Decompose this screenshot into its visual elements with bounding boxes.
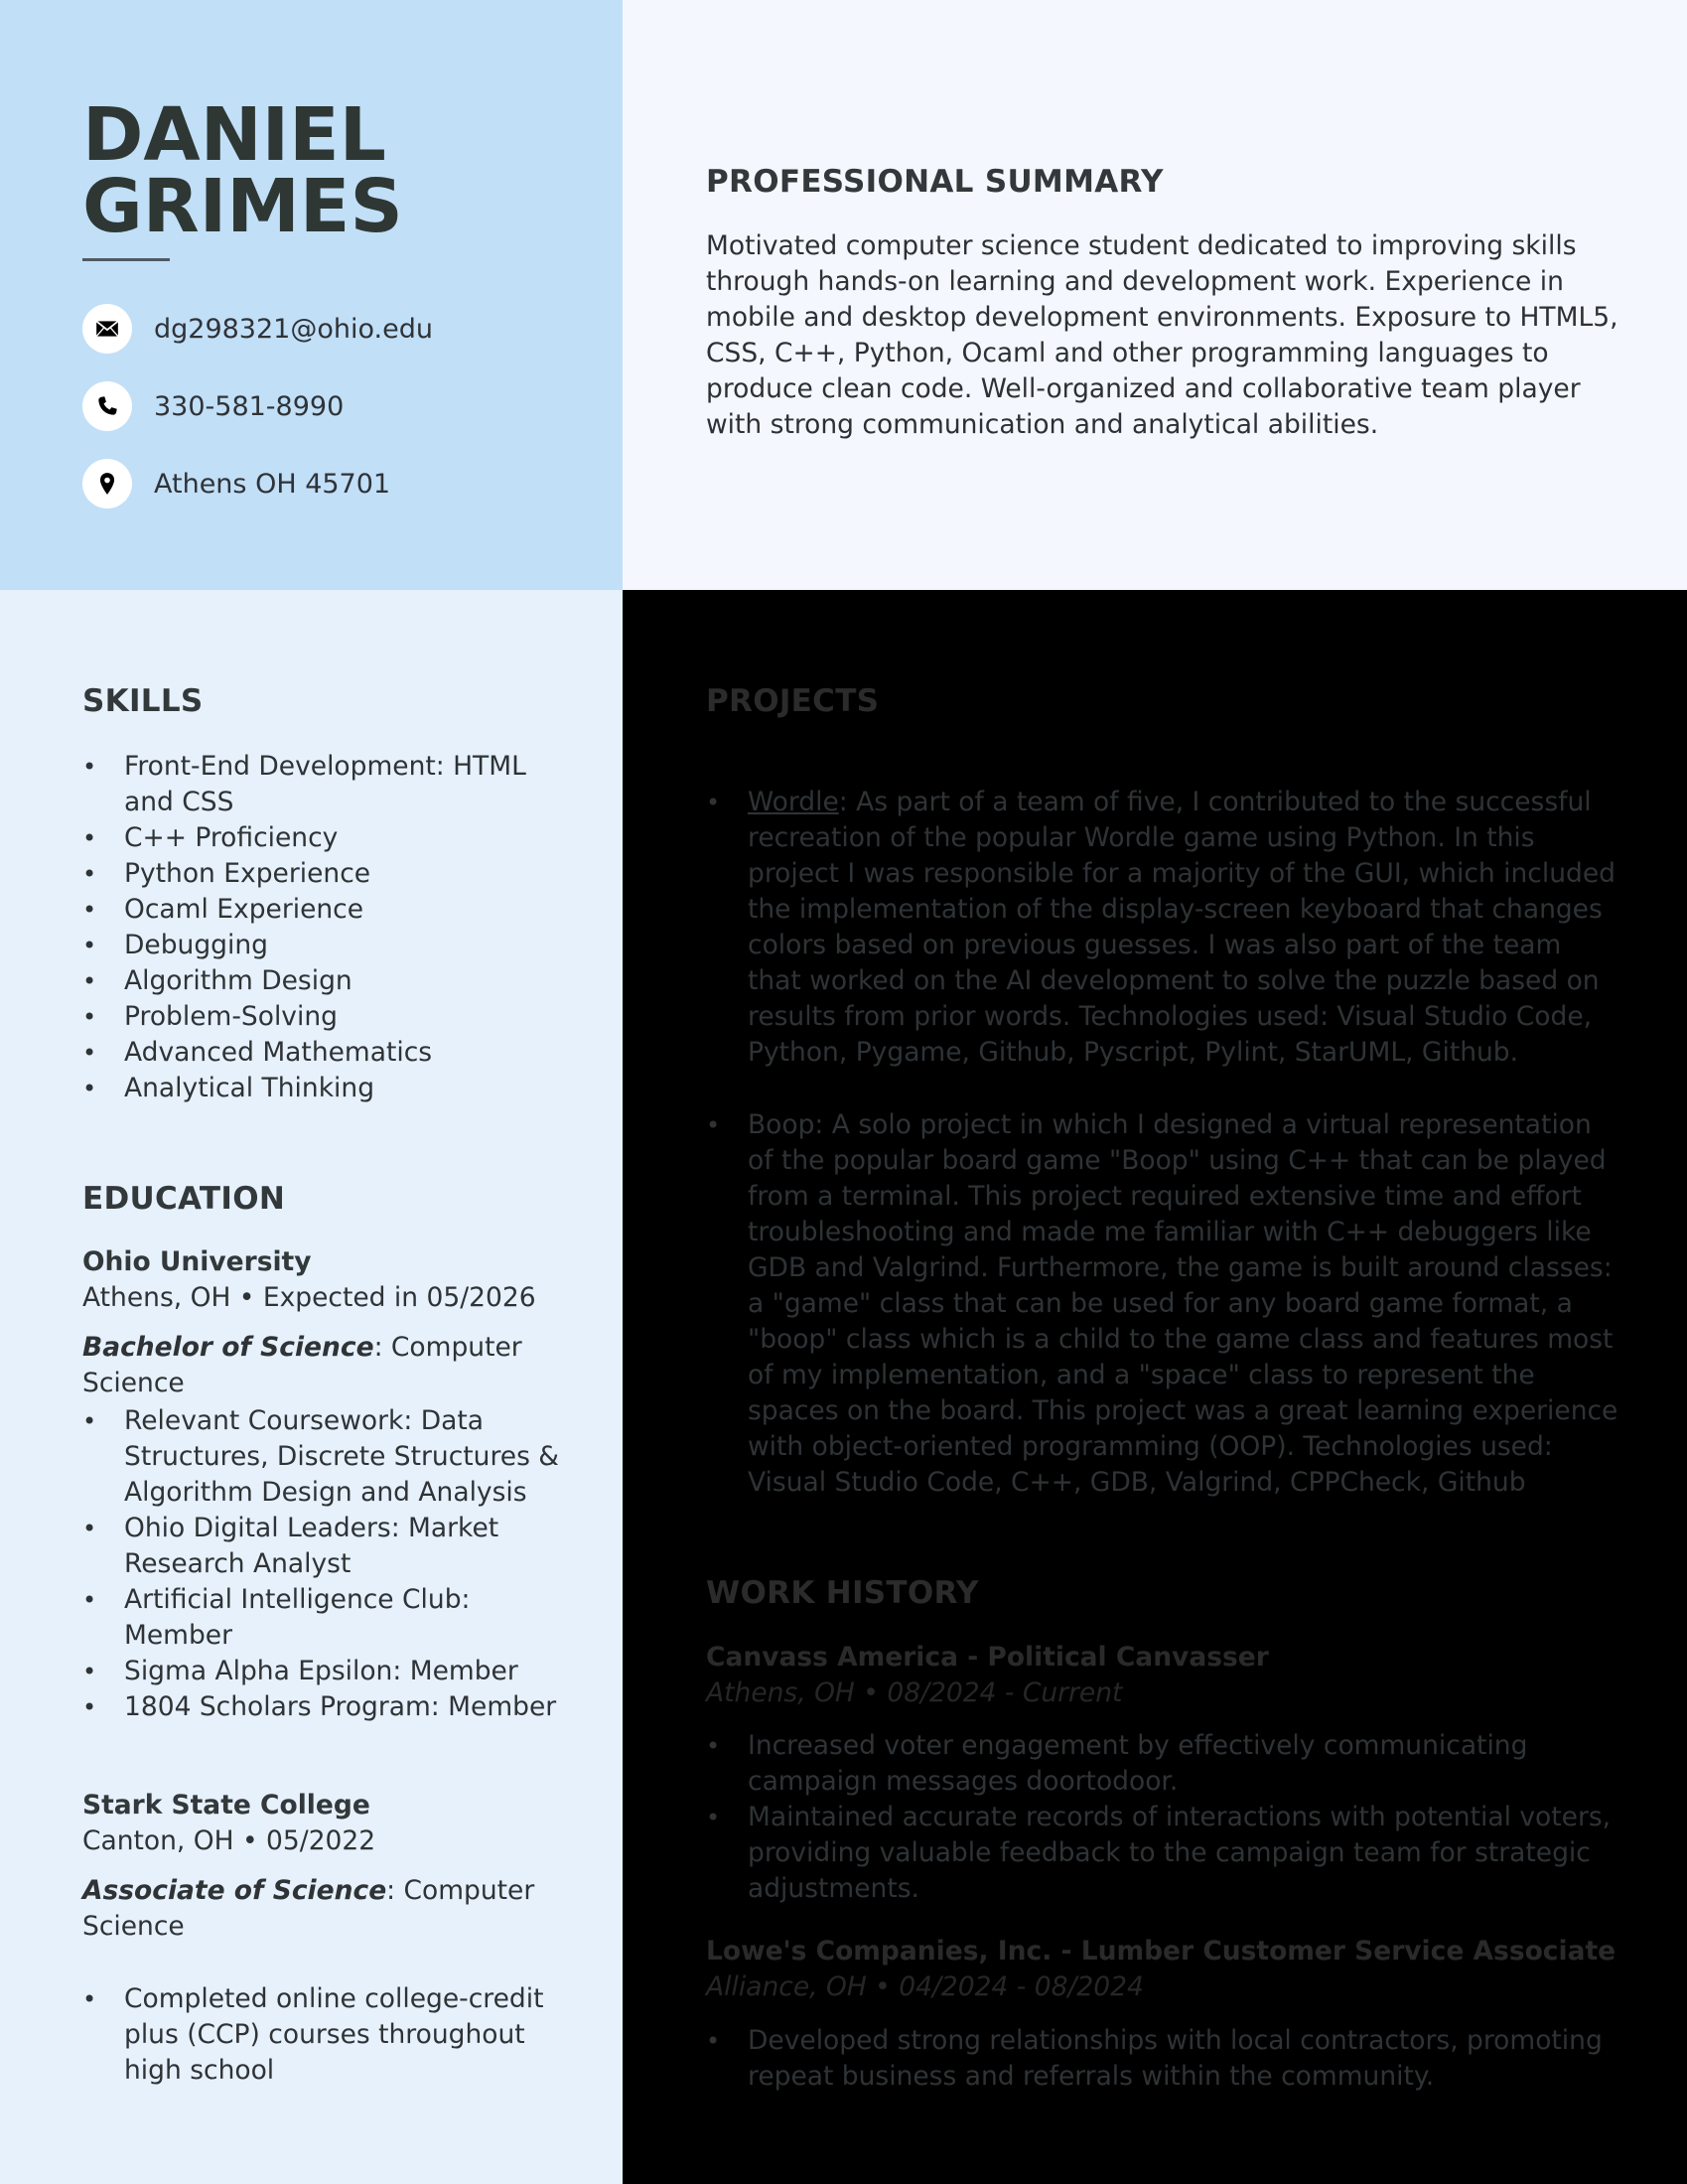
list-item: • Increased voter engagement by effectively communicating campaign messages doortodoor. [706,1728,1619,1800]
name-divider [82,258,170,261]
degree-field: : Computer Science [82,1332,522,1398]
list-item: • Sigma Alpha Epsilon: Member [82,1654,559,1689]
skills-title: SKILLS [82,683,204,719]
list-item: • Ocaml Experience [82,892,559,928]
list-item: • Front-End Development: HTML and CSS [82,749,559,820]
job-meta: Alliance, OH • 04/2024 - 08/2024 [706,1971,1144,2002]
list-item: • Debugging [82,928,559,963]
school-meta: Canton, OH • 05/2022 [82,1825,376,1856]
project-text: : As part of a team of five, I contributed to the successful recreation of the popular Wordle game using Python. In this project I was responsible for a majority of the GUI, which included the implementation of the display-screen keyboard that changes colors based on previous guesses. I was also part of the team that worked on the AI development to solve the puzzle based on results from prior words. Technologies used: Visual Studio Code, Python, Pygame, Github, Pyscript, Pylint, StarUML, Github. [748,787,1616,1068]
list-item: • Artificial Intelligence Club: Member [82,1582,559,1654]
project-link[interactable]: Wordle [748,787,839,817]
last-name: GRIMES [82,164,403,249]
education-entry [82,1244,559,1401]
education-entry [82,1788,559,1945]
degree-line [82,1873,559,1945]
phone-text[interactable]: 330-581-8990 [154,390,345,422]
list-item [706,785,1619,1071]
job-entry [706,1640,1619,1711]
list-item: • Completed online college-credit plus (CCP) courses throughout high school [82,1981,559,2089]
job-duties [706,1728,1619,1907]
school-name: Ohio University [82,1246,312,1277]
first-name: DANIEL [82,92,386,178]
email-text[interactable]: dg298321@ohio.edu [154,313,433,345]
school-name: Stark State College [82,1790,370,1820]
job-title: Canvass America - Political Canvasser [706,1642,1269,1673]
list-item: • Developed strong relationships with local contractors, promoting repeat business and referrals within the community. [706,2023,1619,2095]
map-pin-icon [82,459,132,509]
job-meta: Athens, OH • 08/2024 - Current [706,1677,1123,1708]
list-item: • C++ Proficiency [82,820,559,856]
list-item [706,1107,1619,1501]
summary-title: PROFESSIONAL SUMMARY [706,164,1164,200]
candidate-name [82,92,403,249]
list-item: • Analytical Thinking [82,1071,559,1106]
list-item: • Advanced Mathematics [82,1035,559,1071]
work-title: WORK HISTORY [706,1575,979,1611]
contact-email [82,304,433,354]
contact-location [82,459,390,509]
education-title: EDUCATION [82,1181,286,1217]
list-item: • Python Experience [82,856,559,892]
summary-text: Motivated computer science student dedicated to improving skills through hands-on learning and development work. Experience in mobile and desktop development environments. Exposure to HTML5, CSS, C++, Python, Ocaml and other programming languages to produce clean code. Well-organized and collaborative team player with strong communication and analytical abilities. [706,230,1618,440]
job-title: Lowe's Companies, Inc. - Lumber Customer Service Associate [706,1936,1617,1966]
list-item: • Algorithm Design [82,963,559,999]
degree-field: : Computer Science [82,1875,535,1942]
job-duties [706,2023,1619,2095]
projects-list [706,1107,1619,1501]
projects-list [706,785,1619,1071]
list-item: • Problem-Solving [82,999,559,1035]
list-item: • Maintained accurate records of interactions with potential voters, providing valuable feedback to the campaign team for strategic adjustments. [706,1800,1619,1907]
school-meta: Athens, OH • Expected in 05/2026 [82,1282,536,1313]
education-items [82,1981,559,2089]
degree-name: Associate of Science [82,1875,387,1906]
phone-icon [82,381,132,431]
list-item: • Ohio Digital Leaders: Market Research Analyst [82,1511,559,1582]
degree-line [82,1330,559,1401]
location-text: Athens OH 45701 [154,468,391,500]
projects-title: PROJECTS [706,683,880,719]
education-items [82,1403,559,1725]
job-entry [706,1934,1619,2005]
list-item: • Relevant Coursework: Data Structures, Discrete Structures & Algorithm Design and Analysis [82,1403,559,1511]
degree-name: Bachelor of Science [82,1332,374,1363]
project-text: Boop: A solo project in which I designed a virtual representation of the popular board game "Boop" using C++ that can be played from a terminal. This project required extensive time and effort troubleshooting and made me familiar with C++ debuggers like GDB and Valgrind. Furthermore, the game is built around classes: a "game" class that can be used for any board game format, a "boop" class which is a child to the game class and features most of my implementation, and a "space" class to represent the spaces on the board. This project was a great learning experience with object-oriented programming (OOP). Technologies used: Visual Studio Code, C++, GDB, Valgrind, CPPCheck, Github [748,1109,1618,1498]
envelope-icon [82,304,132,354]
contact-phone [82,381,344,431]
list-item: • 1804 Scholars Program: Member [82,1689,559,1725]
skills-list [82,749,559,1106]
